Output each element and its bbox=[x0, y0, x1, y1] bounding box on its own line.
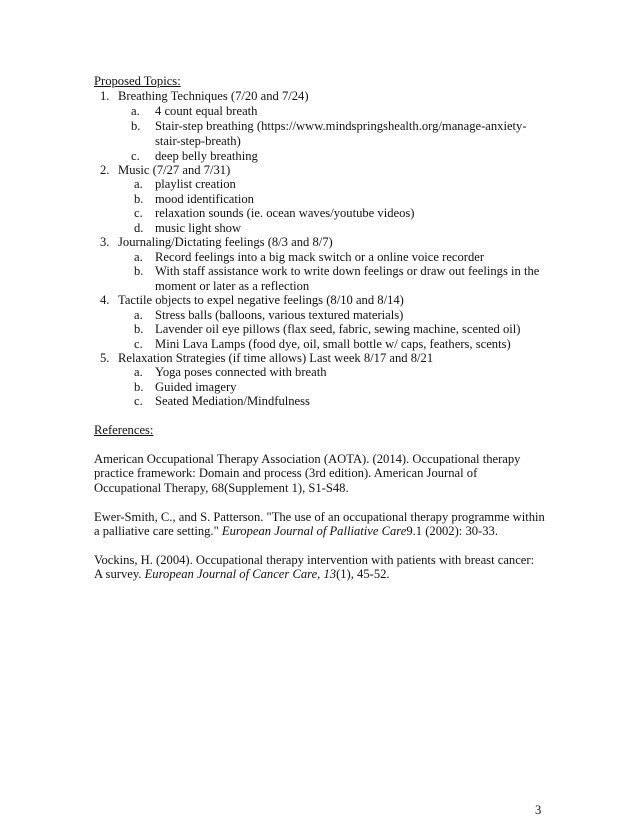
topic-title: Journaling/Dictating feelings (8/3 and 8/7) bbox=[118, 235, 333, 249]
list-item: playlist creation bbox=[155, 177, 236, 191]
list-item: Record feelings into a big mack switch or a online voice recorder bbox=[155, 250, 485, 264]
list-item-continuation: stair-step-breath) bbox=[155, 134, 241, 148]
reference-line: practice framework: Domain and process (3rd edition). American Journal of bbox=[94, 466, 478, 480]
reference-line: Vockins, H. (2004). Occupational therapy intervention with patients with breast cancer: bbox=[94, 553, 535, 567]
list-item: Guided imagery bbox=[155, 380, 237, 394]
item-letter: c. bbox=[131, 149, 140, 163]
item-letter: a. bbox=[134, 365, 143, 379]
item-letter: a. bbox=[134, 177, 143, 191]
references-heading: References: bbox=[94, 423, 154, 437]
item-letter: d. bbox=[134, 221, 144, 235]
topic-title: Tactile objects to expel negative feelings (8/10 and 8/14) bbox=[118, 293, 404, 307]
item-letter: a. bbox=[134, 250, 143, 264]
list-item: deep belly breathing bbox=[155, 149, 258, 163]
journal-title: European Journal of Palliative Care bbox=[221, 524, 407, 538]
page-number: 3 bbox=[535, 803, 542, 817]
topic-number: 1. bbox=[100, 89, 110, 103]
list-item: Yoga poses connected with breath bbox=[155, 365, 327, 379]
topic-title: Relaxation Strategies (if time allows) Last week 8/17 and 8/21 bbox=[118, 351, 434, 365]
reference-line: American Occupational Therapy Association (AOTA). (2014). Occupational therapy bbox=[94, 452, 521, 466]
topic-number: 4. bbox=[100, 293, 110, 307]
item-letter: a. bbox=[131, 104, 140, 118]
item-letter: a. bbox=[134, 308, 143, 322]
proposed-topics-heading: Proposed Topics: bbox=[94, 74, 181, 88]
list-item: 4 count equal breath bbox=[155, 104, 258, 118]
reference-text: 9.1 (2002): 30-33. bbox=[406, 524, 498, 538]
list-item: Stress balls (balloons, various textured materials) bbox=[155, 308, 404, 322]
reference-text: (1), 45-52. bbox=[336, 567, 390, 581]
item-letter: b. bbox=[134, 322, 144, 336]
journal-title: European Journal of Cancer Care, 13 bbox=[144, 567, 337, 581]
list-item: With staff assistance work to write down feelings or draw out feelings in the bbox=[155, 264, 540, 278]
item-letter: b. bbox=[131, 119, 141, 133]
list-item: music light show bbox=[155, 221, 242, 235]
list-item: mood identification bbox=[155, 192, 254, 206]
item-letter: c. bbox=[134, 206, 143, 220]
item-letter: c. bbox=[134, 394, 143, 408]
list-item: relaxation sounds (ie. ocean waves/youtube videos) bbox=[155, 206, 415, 220]
list-item: Lavender oil eye pillows (flax seed, fabric, sewing machine, scented oil) bbox=[155, 322, 521, 336]
list-item-continuation: moment or later as a reflection bbox=[155, 279, 310, 293]
topic-number: 5. bbox=[100, 351, 110, 365]
reference-line: Ewer-Smith, C., and S. Patterson. "The use of an occupational therapy programme within bbox=[94, 510, 545, 524]
item-letter: c. bbox=[134, 337, 143, 351]
reference-text: a palliative care setting." bbox=[94, 524, 222, 538]
list-item: Mini Lava Lamps (food dye, oil, small bottle w/ caps, feathers, scents) bbox=[155, 337, 511, 351]
item-letter: b. bbox=[134, 264, 144, 278]
list-item: Stair-step breathing (https://www.mindspringshealth.org/manage-anxiety- bbox=[155, 119, 527, 133]
reference-line bbox=[94, 524, 498, 539]
item-letter: b. bbox=[134, 380, 144, 394]
topic-title: Music (7/27 and 7/31) bbox=[118, 163, 231, 177]
topic-title: Breathing Techniques (7/20 and 7/24) bbox=[118, 89, 309, 103]
topic-number: 2. bbox=[100, 163, 110, 177]
topic-number: 3. bbox=[100, 235, 110, 249]
reference-line bbox=[94, 567, 390, 582]
reference-line: Occupational Therapy, 68(Supplement 1), S1-S48. bbox=[94, 481, 349, 495]
item-letter: b. bbox=[134, 192, 144, 206]
reference-text: A survey. bbox=[94, 567, 145, 581]
list-item: Seated Mediation/Mindfulness bbox=[155, 394, 310, 408]
